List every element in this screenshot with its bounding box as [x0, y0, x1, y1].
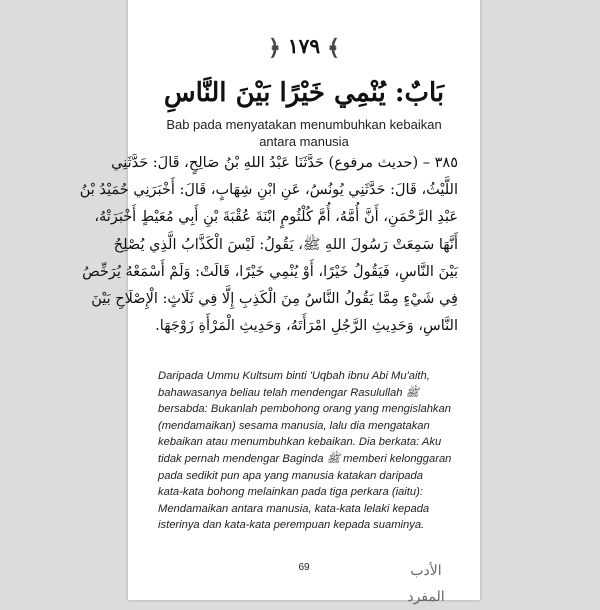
translation-line: bersabda: Bukanlah pembohong orang yang mengislahkan	[158, 403, 451, 416]
book-logo: الأدب المفرد	[407, 563, 445, 605]
translation-line: Mendamaikan antara manusia, kata-kata lelaki kepada	[158, 502, 430, 515]
chapter-title-translation: Bab pada menyatakan menumbuhkan kebaikan antara manusia	[166, 117, 442, 149]
chapter-number-text: ١٧٩	[287, 34, 321, 58]
book-page	[79, 0, 480, 605]
chapter-number	[128, 34, 480, 61]
hadith-line: ٣٨٥ – (حديث مرفوع) حَدَّثَنَا عَبْدُ اللهِ بْنُ صَالِحٍ، قَالَ: حَدَّثَنِي	[111, 155, 458, 171]
hadith-line: عَبْدِ الرَّحْمَنِ، أَنَّ أُمَّهُ، أُمَّ كُلْثُومٍ ابْنَةَ عُقْبَةَ بْنِ أَبِي مُعَيْطٍ أَخْبَرَتْهُ،	[94, 209, 458, 226]
translation-line: kebaikan atau menumbuhkan kebaikan. Dia berkata: Aku	[158, 436, 442, 449]
hadith-line: فِي شَيْءٍ مِمَّا يَقُولُ النَّاسُ مِنَ الْكَذِبِ إِلَّا فِي ثَلَاثٍ: الْإِصْلَاحِ بَيْنَ	[91, 291, 458, 308]
page-number: 69	[298, 562, 310, 573]
translation-line: kata-kata bohong melainkan pada tiga perkara (iaitu):	[158, 486, 423, 499]
ornament-bracket-right: ﴾	[327, 34, 340, 61]
translation-line: (mendamaikan) sesama manusia, lalu dia mengatakan	[158, 419, 430, 432]
translation-line: pada sedikit pun apa yang manusia katakan daripada	[158, 469, 423, 482]
chapter-title: بَابٌ: يُنْمِي خَيْرًا بَيْنَ النَّاسِ	[163, 78, 445, 108]
ornament-bracket-left: ﴿	[268, 34, 281, 61]
hadith-arabic-text	[79, 150, 458, 340]
hadith-line: اللَّيْثُ، قَالَ: حَدَّثَنِي يُونُسُ، عَنِ ابْنِ شِهَابٍ، قَالَ: أَخْبَرَنِي حُمَيْدُ بْنُ	[79, 182, 458, 199]
translation-line: tidak pernah mendengar Baginda ﷺ memberi kelonggaran	[158, 452, 452, 465]
translation-line: bahawasanya beliau telah mendengar Rasulullah ﷺ	[158, 386, 420, 399]
hadith-line: أَنَّهَا سَمِعَتْ رَسُولَ اللهِ ﷺ، يَقُولُ: لَيْسَ الْكَذَّابُ الَّذِي يُصْلِحُ	[113, 236, 458, 253]
translation-line: Daripada Ummu Kultsum binti 'Uqbah ibnu Abi Mu'aith,	[158, 370, 430, 382]
hadith-translation	[158, 368, 458, 534]
translation-line: isterinya dan kata-kata perempuan kepada suaminya.	[158, 519, 425, 532]
hadith-line: بَيْنَ النَّاسِ، فَيَقُولُ خَيْرًا، أَوْ يُنْمِي خَيْرًا، قَالَتْ: وَلَمْ أَسْمَعْهُ يُرَخِّصُ	[82, 263, 458, 280]
hadith-line: النَّاسِ، وَحَدِيثِ الرَّجُلِ امْرَأَتَهُ، وَحَدِيثِ الْمَرْأَةِ زَوْجَهَا.	[155, 318, 458, 335]
